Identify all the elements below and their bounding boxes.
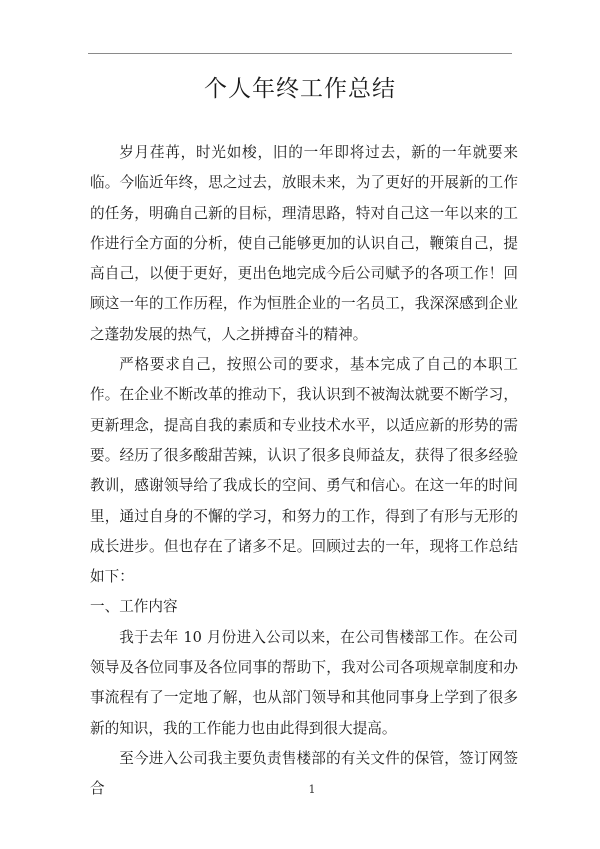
paragraph-joined-company: 我于去年 10 月份进入公司以来，在公司售楼部工作。在公司领导及各位同事及各位同事的帮助下，我对公司各项规章制度和办事流程有了一定地了解，也从部门领导和其他同事身上学到了很多新的知识，我的工作能力也由此得到很大提高。 bbox=[90, 628, 518, 737]
paragraph-self-requirements: 严格要求自己，按照公司的要求，基本完成了自己的本职工作。在企业不断改革的推动下，我认识到不被淘汰就要不断学习，更新理念，提高自我的素质和专业技术水平，以适应新的形势的需要。经历了很多酸甜苦辣，认识了很多良师益友，获得了很多经验教训，感谢领导给了我成长的空间、勇气和信心。在这一年的时间里，通过自身的不懈的学习，和努力的工作，得到了有形与无形的成长进步。但也存在了诸多不足。回顾过去的一年，现将工作总结如下： bbox=[90, 356, 518, 586]
paragraph-responsibilities: 至今进入公司我主要负责售楼部的有关文件的保管，签订网签合 bbox=[90, 749, 518, 798]
document-body bbox=[90, 138, 518, 805]
document-title: 个人年终工作总结 bbox=[204, 76, 396, 102]
header-divider bbox=[88, 53, 512, 54]
page-number: 1 bbox=[308, 783, 316, 796]
paragraph-intro: 岁月荏苒，时光如梭，旧的一年即将过去，新的一年就要来临。今临近年终，思之过去，放眼未来，为了更好的开展新的工作的任务，明确自己新的目标，理清思路，特对自己这一年以来的工作进行全方面的分析，使自己能够更加的认识自己，鞭策自己，提高自己，以便于更好，更出色地完成今后公司赋予的各项工作！回顾这一年的工作历程，作为恒胜企业的一名员工，我深深感到企业之蓬勃发展的热气，人之拼搏奋斗的精神。 bbox=[90, 144, 518, 343]
section-heading-work-content: 一、工作内容 bbox=[90, 598, 178, 616]
